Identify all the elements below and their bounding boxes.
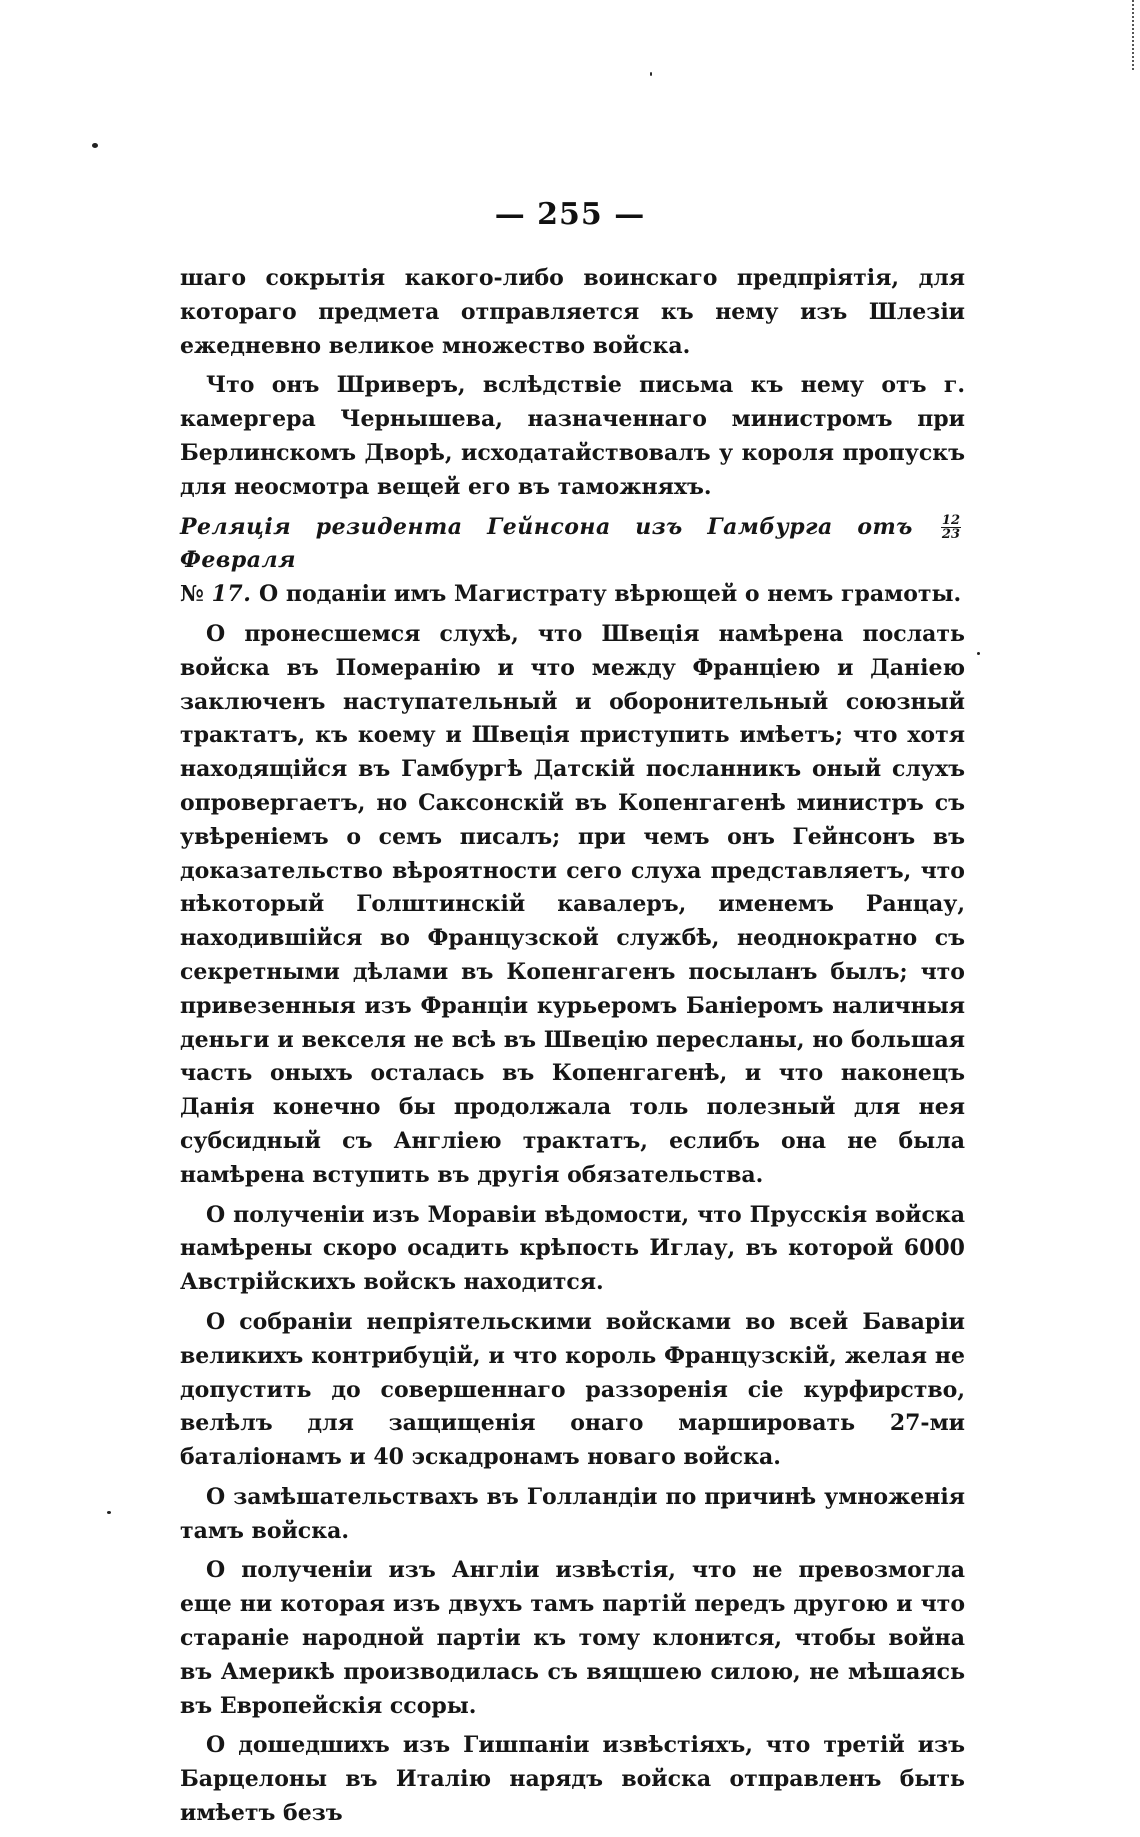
ink-speck	[107, 1511, 111, 1514]
paragraph: О полученіи изъ Англіи извѣстія, что не превозмогла еще ни которая изъ двухъ тамъ партій передъ другою и что стараніе народной партіи къ тому клонится, чтобы война въ Америкѣ производилась съ вящшею силою, не мѣшаясь въ Европейскія ссоры.	[180, 1557, 965, 1719]
page-number: — 255 —	[494, 197, 646, 232]
ink-speck	[650, 72, 652, 76]
paragraph-continuation: шаго сокрытія какого-либо воинскаго предпріятія, для котораго предмета отправляется къ нему изъ Шлезіи ежедневно великое множество войска.	[180, 265, 965, 359]
relation-title: Реляція резидента Гейнсона изъ Гамбурга отъ	[180, 513, 913, 540]
relation-number-label: №	[180, 581, 204, 608]
paragraph: О дошедшихъ изъ Гишпаніи извѣстіяхъ, что третій изъ Барцелоны въ Италію нарядъ войска отправленъ быть имѣетъ безъ	[180, 1732, 965, 1827]
body-text	[180, 262, 965, 1837]
relation-heading	[180, 511, 965, 612]
date-denominator: 23	[941, 527, 960, 543]
paragraph: О замѣшательствахъ въ Голландіи по причинѣ умноженія тамъ войска.	[180, 1483, 965, 1544]
date-fraction	[941, 514, 961, 541]
paragraph: О собраніи непріятельскими войсками во всей Баваріи великихъ контрибуцій, и что король Французскій, желая не допустить до совершеннаго раззоренія сіе курфирство, велѣлъ для защищенія онаго маршировать 27-ми баталіонамъ и 40 эскадронамъ новаго войска.	[180, 1308, 965, 1471]
ink-speck	[92, 143, 98, 148]
relation-number-value: 17.	[211, 581, 252, 608]
date-numerator: 12	[941, 513, 960, 529]
paragraph: О полученіи изъ Моравіи вѣдомости, что Прусскія войска намѣрены скоро осадить крѣпость Иглау, въ которой 6000 Австрійскихъ войскъ находится.	[180, 1201, 965, 1296]
relation-summary: О поданіи имъ Магистрату вѣрющей о немъ грамоты.	[259, 581, 962, 608]
paragraph: О пронесшемся слухѣ, что Швеція намѣрена послать войска въ Померанію и что между Франціею и Даніею заключенъ наступательный и оборонительный союзный трактатъ, къ коему и Швеція приступить имѣетъ; что хотя находящійся въ Гамбургѣ Датскій посланникъ оный слухъ опровергаетъ, но Саксонскій въ Копенгагенѣ министръ съ увѣреніемъ о семъ писалъ; при чемъ онъ Гейнсонъ въ доказательство вѣроятности сего слуха представляетъ, что нѣкоторый Голштинскій кавалеръ, именемъ Ранцау, находившійся во Французской службѣ, неоднократно съ секретными дѣлами въ Копенгагенъ посыланъ былъ; что привезенныя изъ Франціи курьеромъ Баніеромъ наличныя деньги и векселя не всѣ въ Швецію пересланы, но большая часть оныхъ осталась въ Копенгагенѣ, и что наконецъ Данія конечно бы продолжала толь полезный для нея субсидный съ Англіею трактатъ, еслибъ она не была намѣрена вступить въ другія обязательства.	[180, 620, 965, 1188]
relation-month: Февраля	[180, 547, 297, 574]
paragraph: Что онъ Шриверъ, вслѣдствіе письма къ нему отъ г. камергера Чернышева, назначеннаго министромъ при Берлинскомъ Дворѣ, исходатайствовалъ у короля пропускъ для неосмотра вещей его въ таможняхъ.	[180, 372, 965, 500]
page-edge-mark	[1130, 0, 1134, 70]
ink-speck	[977, 652, 980, 655]
